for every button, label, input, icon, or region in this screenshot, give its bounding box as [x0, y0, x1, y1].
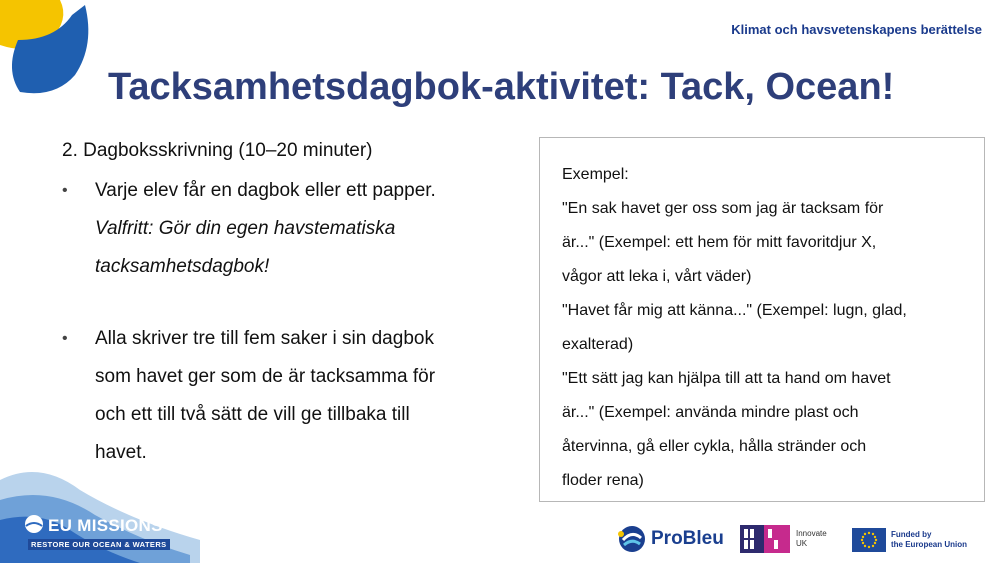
ukri-icon [740, 525, 790, 553]
probleu-label: ProBleu [651, 528, 724, 549]
example-line: "Ett sätt jag kan hjälpa till att ta hand om havet [562, 370, 891, 387]
ukri-label-line1: Innovate [796, 529, 827, 538]
probleu-icon [617, 524, 647, 554]
list-item [62, 172, 512, 286]
bullet-text: havet. [95, 442, 147, 463]
page-title: Tacksamhetsdagbok-aktivitet: Tack, Ocean! [108, 66, 895, 108]
bullet-icon: • [62, 330, 68, 347]
eu-funded-line1: Funded by [891, 530, 932, 539]
probleu-logo [617, 524, 724, 554]
example-line: "Havet får mig att känna..." (Exempel: lugn, glad, [562, 302, 907, 319]
bullet-text: Alla skriver tre till fem saker i sin dagbok [95, 328, 434, 349]
instructions [62, 136, 512, 472]
eu-flag-icon [852, 528, 886, 552]
example-line: exalterad) [562, 336, 634, 353]
eu-funded-line2: the European Union [891, 540, 967, 549]
series-title: Klimat och havsvetenskapens berättelse [731, 22, 982, 37]
ukri-label-line2: UK [796, 539, 808, 548]
step-heading: 2. Dagboksskrivning (10–20 minuter) [62, 140, 373, 161]
bullet-text: och ett till två sätt de vill ge tillbaka till [95, 404, 410, 425]
example-line: Exempel: [562, 166, 629, 183]
example-line: "En sak havet ger oss som jag är tacksam för [562, 200, 884, 217]
ocean-logo-icon [0, 0, 100, 100]
example-line: floder rena) [562, 472, 644, 489]
eu-missions-logo-text: EU MISSIONS [48, 516, 163, 535]
bullet-italic-line: Valfritt: Gör din egen havstematiska [95, 218, 396, 239]
ukri-logo [740, 525, 827, 553]
example-box [539, 137, 985, 502]
eu-missions-subtitle: RESTORE OUR OCEAN & WATERS [28, 539, 170, 550]
bullet-text: som havet ger som de är tacksamma för [95, 366, 436, 387]
bullet-icon: • [62, 182, 68, 199]
example-line: är..." (Exempel: använda mindre plast och [562, 404, 859, 421]
example-line: vågor att leka i, vårt väder) [562, 268, 752, 285]
eu-funded-logo [852, 528, 967, 552]
bullet-text: Varje elev får en dagbok eller ett papper. [95, 180, 436, 201]
example-line: är..." (Exempel: ett hem för mitt favoritdjur X, [562, 234, 877, 251]
bullet-italic-line: tacksamhetsdagbok! [95, 256, 270, 277]
list-item [62, 320, 512, 472]
example-line: återvinna, gå eller cykla, hålla stränder och [562, 438, 867, 455]
